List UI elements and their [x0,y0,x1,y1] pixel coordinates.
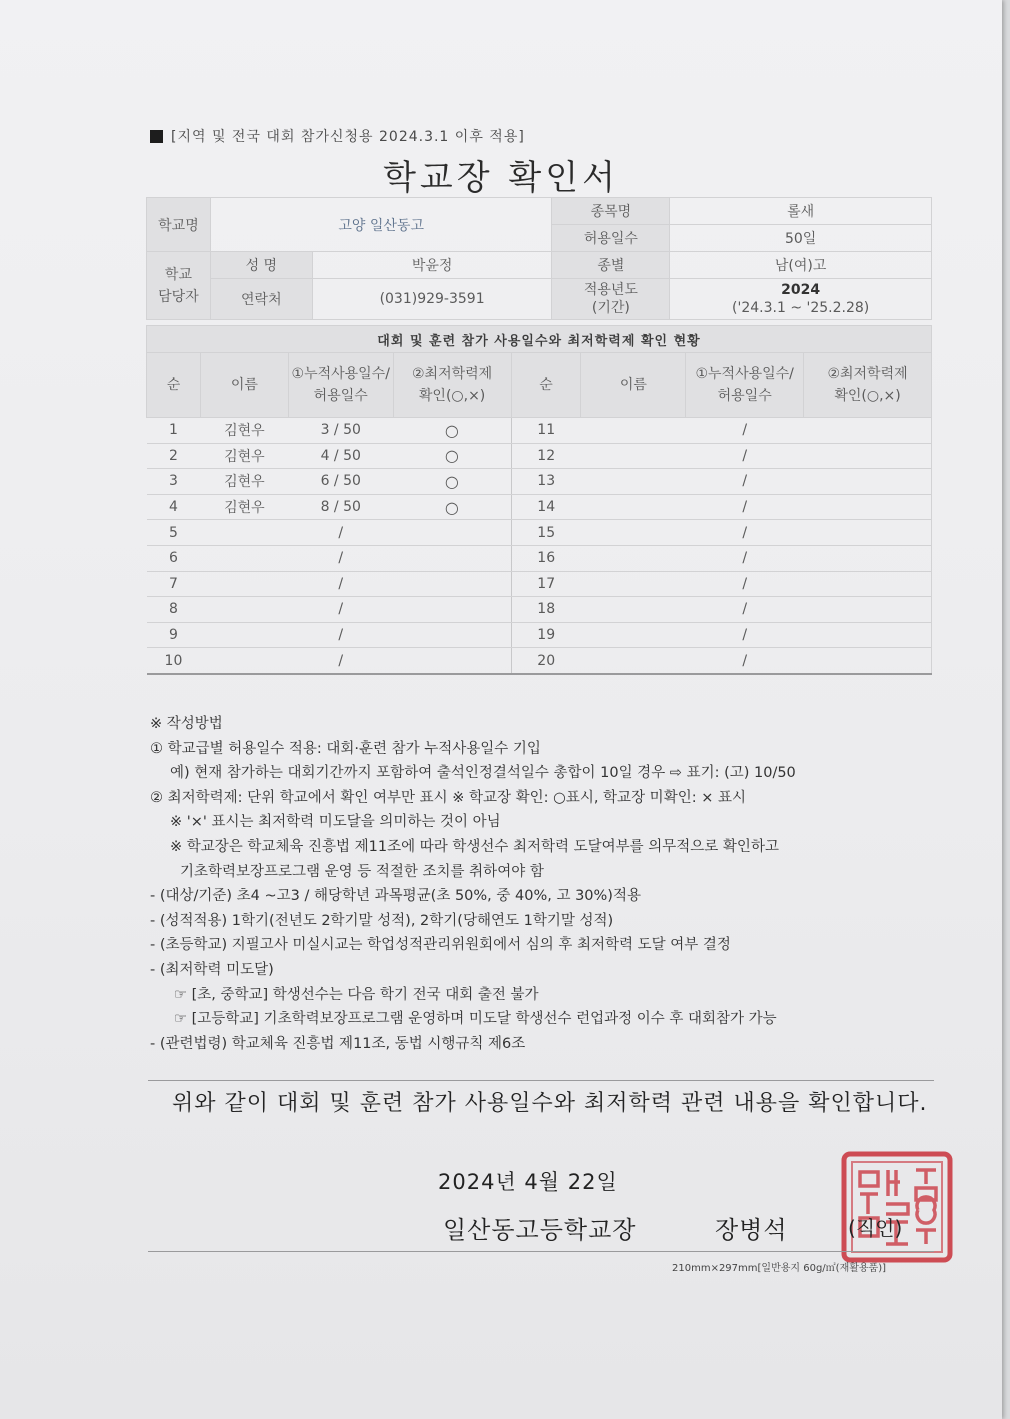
official-seal-stamp [838,1148,956,1266]
row-no-2: 14 [511,494,581,520]
col-header-days: ①누적사용일수/ 허용일수 [288,353,393,418]
guide-item-1: ① 학교급별 허용일수 적용: 대회·훈련 참가 누적사용일수 기입 [150,740,541,757]
row-days-2: / [686,443,804,469]
row-name: 김현우 [200,469,288,495]
table-row [147,545,932,571]
row-days-2: / [686,494,804,520]
table-row [147,520,932,546]
row-days-2: / [686,571,804,597]
row-check [393,545,511,571]
row-no-2: 19 [511,622,581,648]
table-row [147,469,932,495]
row-days: / [288,520,393,546]
guide-below-min-middle: ☞ [초, 중학교] 학생선수는 다음 학기 전국 대회 출전 불가 [174,986,539,1003]
row-no-2: 13 [511,469,581,495]
row-days-2: / [686,520,804,546]
row-days-2: / [686,418,804,444]
col-header-check-2: ②최저학력제 확인(○,×) [804,353,932,418]
application-tag [150,126,525,146]
divider-top [148,1080,934,1081]
guide-target: - (대상/기준) 초4 ~고3 / 해당학년 과목평균(초 50%, 중 40%, 고 30%)적용 [150,888,641,905]
guide-heading: ※ 작성방법 [150,716,223,732]
row-name: 김현우 [200,418,288,444]
row-check [393,597,511,623]
row-check: ○ [393,494,511,520]
row-days: / [288,545,393,571]
row-days-2: / [686,622,804,648]
contact-label: 연락처 [210,279,312,320]
row-days: / [288,622,393,648]
document-title: 학교장 확인서 [383,158,619,198]
col-header-check: ②최저학력제 확인(○,×) [393,353,511,418]
row-days: 8 / 50 [288,494,393,520]
period-value: ('24.3.1 ~ '25.2.28) [732,300,870,316]
table-row [147,571,932,597]
row-no-2: 18 [511,597,581,623]
row-check [393,520,511,546]
school-value: 고양 일산동고 [210,198,552,252]
guide-item-2: ② 최저학력제: 단위 학교에서 확인 여부만 표시 ※ 학교장 확인: ○표시, 학교장 미확인: × 표시 [150,789,746,806]
row-no: 10 [147,648,201,674]
col-header-name: 이름 [200,353,288,418]
row-check [393,622,511,648]
gender-value: 남(여)고 [670,252,932,279]
seal-label: (직인) [848,1216,903,1240]
row-check [393,648,511,674]
confirmation-statement: 위와 같이 대회 및 훈련 참가 사용일수와 최저학력 관련 내용을 확인합니다. [172,1091,928,1116]
col-header-name-2: 이름 [581,353,686,418]
row-check [393,571,511,597]
row-check-2 [804,494,932,520]
row-days: / [288,571,393,597]
row-days: 6 / 50 [288,469,393,495]
row-name [200,520,288,546]
row-name-2 [581,418,686,444]
row-check: ○ [393,418,511,444]
row-no: 6 [147,545,201,571]
event-label: 종목명 [552,198,670,225]
row-check-2 [804,571,932,597]
paper-spec: 210mm×297mm[일반용지 60g/㎡(재활용품)] [672,1263,887,1274]
row-check-2 [804,418,932,444]
manager-label: 학교 담당자 [147,252,211,320]
row-no-2: 15 [511,520,581,546]
row-no-2: 12 [511,443,581,469]
table-row [147,443,932,469]
guide-grades: - (성적적용) 1학기(전년도 2학기말 성적), 2학기(당해연도 1학기말 성적) [150,912,614,929]
school-principal-title: 일산동고등학교장 [443,1216,637,1244]
row-check-2 [804,443,932,469]
row-no-2: 11 [511,418,581,444]
writing-guide [150,712,950,1056]
row-name-2 [581,469,686,495]
guide-example: 예) 현재 참가하는 대회기간까지 포함하여 출석인정결석일수 총합이 10일 경우 ⇨ 표기: (고) 10/50 [170,765,796,782]
allowed-days-value: 50일 [670,225,932,252]
row-check: ○ [393,443,511,469]
name-label: 성 명 [210,252,312,279]
row-check-2 [804,622,932,648]
year-value: 2024 [781,282,821,298]
guide-elementary: - (초등학교) 지필고사 미실시교는 학업성적관리위원회에서 심의 후 최저학력 도달 여부 결정 [150,937,731,954]
participation-table [146,325,932,675]
col-header-days-2: ①누적사용일수/ 허용일수 [686,353,804,418]
guide-below-min-high: ☞ [고등학교] 기초학력보장프로그램 운영하며 미도달 학생선수 런업과정 이수 후 대회참가 가능 [174,1011,777,1028]
row-name-2 [581,571,686,597]
row-days-2: / [686,469,804,495]
row-days: / [288,597,393,623]
guide-laws: - (관련법령) 학교체육 진흥법 제11조, 동법 시행규칙 제6조 [150,1035,526,1052]
guide-note-principal-cont: 기초학력보장프로그램 운영 등 적절한 조치를 취하여야 함 [180,863,544,880]
row-no: 9 [147,622,201,648]
row-name-2 [581,648,686,674]
row-days: 4 / 50 [288,443,393,469]
event-value: 롤새 [670,198,932,225]
row-name: 김현우 [200,494,288,520]
row-days: / [288,648,393,674]
row-no: 7 [147,571,201,597]
table-row [147,494,932,520]
row-days-2: / [686,597,804,623]
guide-note-x: ※ '×' 표시는 최저학력 미도달을 의미하는 것이 아님 [170,814,501,831]
table-row [147,418,932,444]
row-name [200,622,288,648]
col-header-no: 순 [147,353,201,418]
row-no: 8 [147,597,201,623]
row-name: 김현우 [200,443,288,469]
row-check-2 [804,469,932,495]
allowed-days-label: 허용일수 [552,225,670,252]
row-no: 3 [147,469,201,495]
row-name-2 [581,597,686,623]
row-name [200,571,288,597]
issue-date: 2024년 4월 22일 [438,1170,618,1194]
row-name-2 [581,520,686,546]
row-check-2 [804,597,932,623]
row-no: 2 [147,443,201,469]
row-check: ○ [393,469,511,495]
row-no-2: 17 [511,571,581,597]
contact-value: (031)929-3591 [312,279,552,320]
square-bullet-icon [150,130,163,143]
row-check-2 [804,520,932,546]
col-header-no-2: 순 [511,353,581,418]
table-row [147,622,932,648]
guide-note-principal: ※ 학교장은 학교체육 진흥법 제11조에 따라 학생선수 최저학력 도달여부를 의무적으로 확인하고 [170,838,779,855]
principal-name: 장병석 [715,1216,788,1244]
row-days: 3 / 50 [288,418,393,444]
row-days-2: / [686,648,804,674]
info-table [146,197,932,320]
row-no-2: 16 [511,545,581,571]
row-no: 5 [147,520,201,546]
application-tag-text: [지역 및 전국 대회 참가신청용 2024.3.1 이후 적용] [171,129,525,145]
row-check-2 [804,648,932,674]
row-check-2 [804,545,932,571]
table-subtitle: 대회 및 훈련 참가 사용일수와 최저학력제 확인 현황 [147,326,932,353]
row-days-2: / [686,545,804,571]
gender-label: 종별 [552,252,670,279]
year-cell [670,279,932,320]
row-no: 1 [147,418,201,444]
guide-below-min: - (최저학력 미도달) [150,961,274,978]
row-no: 4 [147,494,201,520]
table-row [147,648,932,674]
school-label: 학교명 [147,198,211,252]
divider-bottom [148,1251,934,1252]
row-name-2 [581,443,686,469]
row-name [200,648,288,674]
row-name-2 [581,622,686,648]
table-row [147,597,932,623]
row-name-2 [581,545,686,571]
name-value: 박윤정 [312,252,552,279]
year-label: 적용년도 (기간) [552,279,670,320]
row-name-2 [581,494,686,520]
row-no-2: 20 [511,648,581,674]
row-name [200,597,288,623]
row-name [200,545,288,571]
